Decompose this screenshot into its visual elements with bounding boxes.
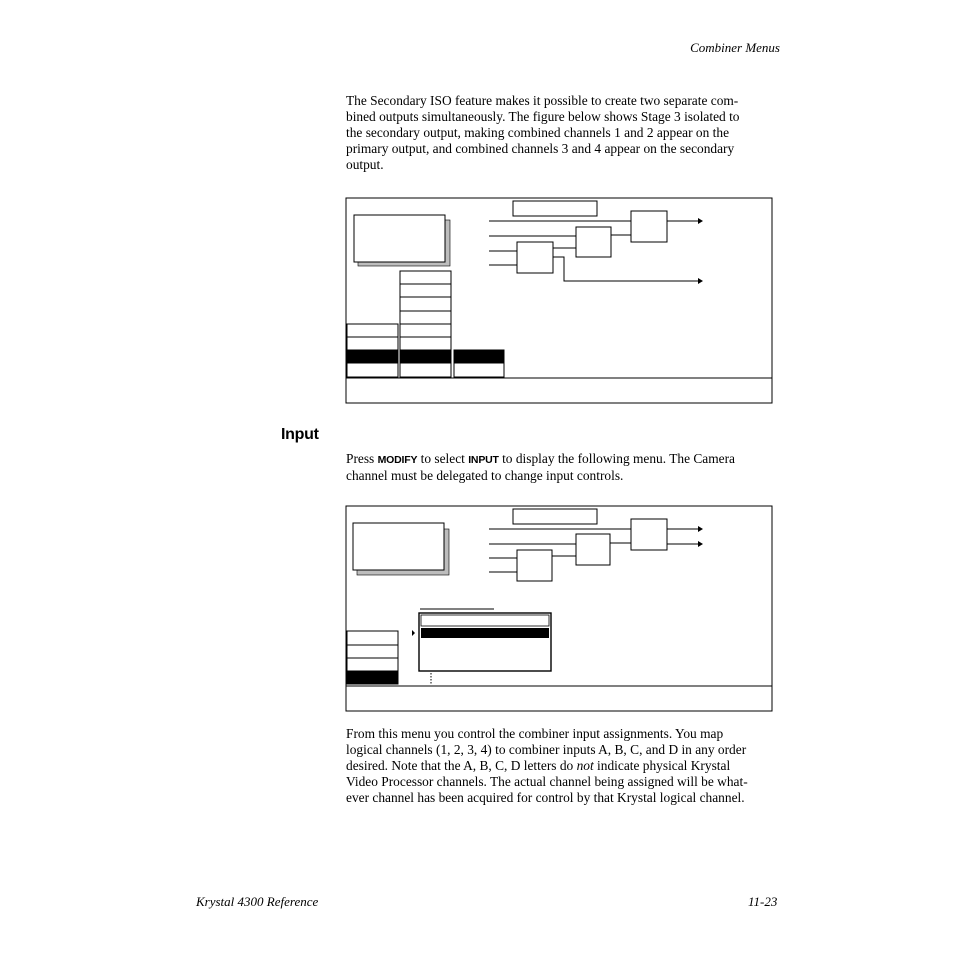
intro-line: bined outputs simultaneously. The figure below shows Stage 3 isolated to [346, 109, 740, 124]
intro-line: output. [346, 157, 384, 172]
modify-key-label: MODIFY [377, 454, 418, 466]
page-number: 11-23 [748, 894, 778, 909]
output-arrow-2 [698, 541, 703, 547]
input-key-label: INPUT [468, 454, 499, 466]
footer-title: Krystal 4300 Reference [196, 894, 319, 909]
combiner-stage-3 [631, 519, 667, 550]
output-arrow-1 [698, 526, 703, 532]
menu-column-1 [347, 631, 398, 684]
emphasis-not: not [576, 758, 594, 773]
combiner-stage-2 [576, 534, 610, 565]
running-header: Combiner Menus [690, 40, 780, 55]
intro-line: The Secondary ISO feature makes it possible to create two separate com- [346, 93, 739, 108]
intro-line: the secondary output, making combined channels 1 and 2 appear on the [346, 125, 730, 140]
input-paragraph: Press MODIFY to select INPUT to display the following menu. The Camera channel must be delegated to change input controls. [346, 451, 736, 483]
intro-line: primary output, and combined channels 3 and 4 appear on the secondary [346, 141, 735, 156]
combiner-stage-1 [517, 550, 552, 581]
status-panel [353, 523, 444, 570]
input-list-item [421, 615, 549, 626]
menu-title-box [513, 509, 597, 524]
input-list-item-selected [421, 628, 549, 638]
selection-pointer-icon [412, 630, 415, 636]
section-heading-input: Input [281, 426, 319, 443]
body-paragraph: From this menu you control the combiner input assignments. You map logical channels (1, 2, 3, 4) to combiner inputs A, B, C, and D in any order desired. Note that the A, B, C, D letters do not indicate physical Krystal Video Processor channels. The actual channel being assigned will be what- ever channel has been acquired for control by that Krystal logical channel. [346, 726, 748, 805]
